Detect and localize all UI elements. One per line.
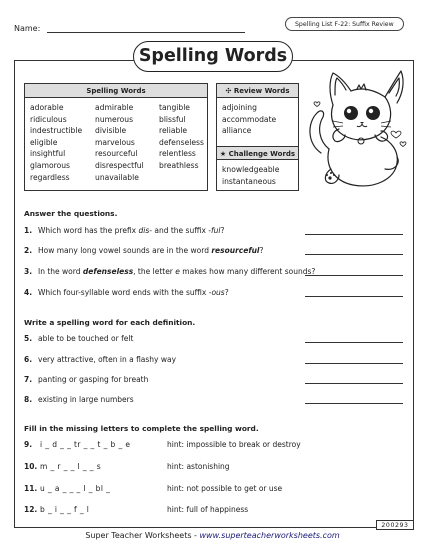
word: alliance: [222, 126, 252, 136]
word: instantaneous: [222, 176, 276, 186]
fill-hint: hint: astonishing: [167, 462, 230, 471]
word: accommodate: [222, 114, 277, 124]
question-8: 8. existing in large numbers: [24, 395, 134, 404]
answer-line-6[interactable]: [305, 363, 403, 364]
answer-line-1[interactable]: [305, 234, 403, 235]
word: insightful: [30, 149, 66, 159]
review-words-box: [216, 83, 299, 191]
question-7: 7. panting or gasping for breath: [24, 375, 149, 384]
fill-pattern[interactable]: u _ a _ _ _ l _ bl _: [40, 484, 111, 493]
word: defenseless: [159, 137, 204, 147]
worksheet-code: 200293: [376, 520, 414, 530]
fill-hint: hint: not possible to get or use: [167, 484, 283, 493]
fill-hint: hint: impossible to break or destroy: [167, 440, 301, 449]
fill-pattern[interactable]: b _ i _ _ f _ l: [40, 505, 90, 514]
answer-line-7[interactable]: [305, 383, 403, 384]
word: ridiculous: [30, 114, 67, 124]
word: admirable: [95, 103, 134, 112]
word: eligible: [30, 137, 58, 147]
word-column-2: [95, 102, 144, 183]
challenge-words-heading: ★ Challenge Words: [217, 146, 298, 160]
cat-illustration-icon: [303, 65, 411, 193]
name-line[interactable]: [47, 32, 245, 33]
question-1: 1. Which word has the prefix dis- and the suffix -ful?: [24, 226, 225, 235]
question-6: 6. very attractive, often in a flashy way: [24, 355, 177, 364]
word-column-1: [30, 102, 82, 183]
footer: [0, 531, 425, 540]
question-4: 4. Which four-syllable word ends with the suffix -ous?: [24, 288, 229, 297]
answer-line-4[interactable]: [305, 296, 403, 297]
word: regardless: [30, 172, 70, 182]
word: tangible: [159, 103, 190, 112]
fill-number: 9.: [24, 440, 33, 449]
word: adorable: [30, 103, 64, 112]
review-words-heading: ✣ Review Words: [217, 84, 298, 98]
question-2: 2. How many long vowel sounds are in the word resourceful?: [24, 246, 264, 255]
word: numerous: [95, 114, 134, 124]
word: blissful: [159, 114, 186, 124]
answer-line-3[interactable]: [305, 275, 403, 276]
name-label: Name:: [14, 24, 41, 33]
word-column-3: [159, 102, 204, 172]
review-words-list: [222, 102, 276, 137]
word: resourceful: [95, 149, 138, 159]
question-3: 3. In the word defenseless, the letter e makes how many different sounds?: [24, 267, 316, 276]
word: breathless: [159, 160, 199, 170]
word: knowledgeable: [222, 165, 280, 174]
word: disrespectful: [95, 160, 144, 170]
word: indestructible: [30, 126, 83, 136]
fill-number: 10.: [24, 462, 38, 471]
question-5: 5. able to be touched or felt: [24, 334, 134, 343]
section-heading-definition: Write a spelling word for each definition.: [24, 318, 196, 327]
answer-line-8[interactable]: [305, 403, 403, 404]
word: glamorous: [30, 160, 70, 170]
word: reliable: [159, 126, 188, 136]
fill-hint: hint: full of happiness: [167, 505, 249, 514]
fill-pattern[interactable]: m _ r _ _ l _ _ s: [40, 462, 102, 471]
footer-brand: Super Teacher Worksheets -: [85, 531, 200, 540]
page-title: Spelling Words: [133, 41, 293, 72]
spelling-words-heading: Spelling Words: [25, 84, 207, 98]
section-heading-fill: Fill in the missing letters to complete the spelling word.: [24, 424, 259, 433]
section-heading-answer: Answer the questions.: [24, 209, 118, 218]
footer-url[interactable]: www.superteacherworksheets.com: [199, 531, 340, 540]
list-tag: Spelling List F-22: Suffix Review: [285, 17, 404, 31]
fill-number: 11.: [24, 484, 38, 493]
fill-pattern[interactable]: i _ d _ _ tr _ _ t _ b _ e: [40, 440, 131, 449]
answer-line-2[interactable]: [305, 254, 403, 255]
word: relentless: [159, 149, 196, 159]
word: marvelous: [95, 137, 135, 147]
fill-number: 12.: [24, 505, 38, 514]
word: unavailable: [95, 172, 139, 182]
word: divisible: [95, 126, 127, 136]
spelling-words-box: [24, 83, 208, 191]
word: adjoining: [222, 103, 257, 112]
challenge-words-list: [222, 164, 279, 187]
answer-line-5[interactable]: [305, 342, 403, 343]
